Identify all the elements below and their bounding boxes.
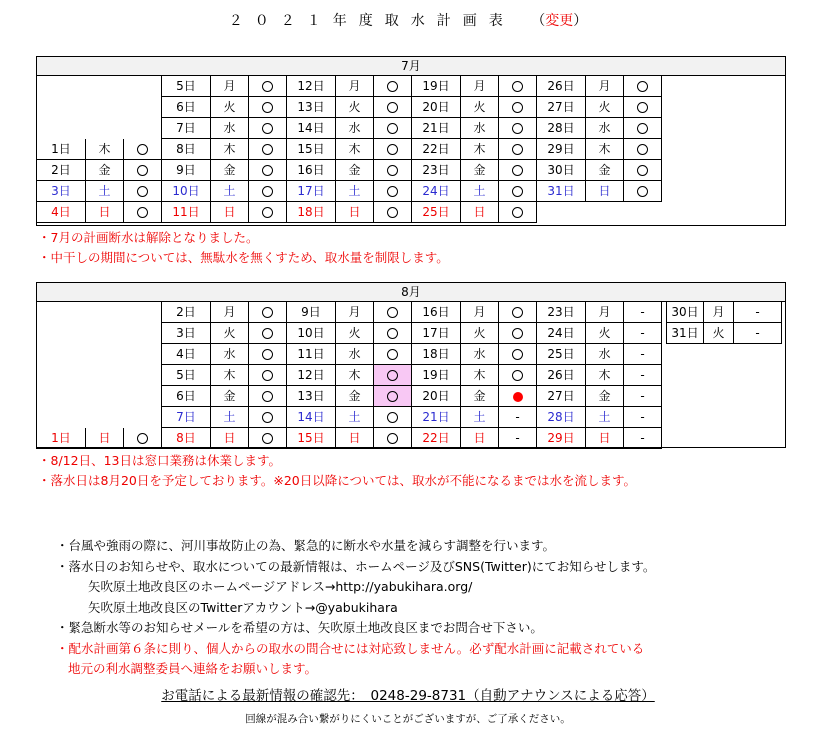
day-weekday: 火 xyxy=(461,97,499,118)
day-date: 11日 xyxy=(161,202,211,223)
circle-icon xyxy=(512,307,523,318)
circle-icon xyxy=(262,349,273,360)
day-date: 25日 xyxy=(411,202,461,223)
title-paren-open: （ xyxy=(531,13,546,29)
day-date: 22日 xyxy=(411,139,461,160)
day-date: 20日 xyxy=(411,97,461,118)
day-weekday: 土 xyxy=(461,407,499,428)
day-date: 13日 xyxy=(286,386,336,407)
day-weekday: 水 xyxy=(336,344,374,365)
day-status xyxy=(249,202,287,223)
day-date: 12日 xyxy=(286,365,336,386)
circle-icon xyxy=(387,328,398,339)
day-weekday: 月 xyxy=(211,76,249,97)
day-status xyxy=(374,118,412,139)
day-date: 31日 xyxy=(666,323,704,344)
day-date: 27日 xyxy=(536,97,586,118)
day-status xyxy=(249,344,287,365)
day-date: 26日 xyxy=(536,365,586,386)
day-date: 29日 xyxy=(536,139,586,160)
day-date: 23日 xyxy=(536,302,586,323)
day-weekday: 土 xyxy=(211,181,249,202)
day-status xyxy=(124,181,162,202)
circle-icon xyxy=(262,370,273,381)
day-date: 13日 xyxy=(286,97,336,118)
day-weekday: 火 xyxy=(336,323,374,344)
day-date: 7日 xyxy=(161,118,211,139)
day-weekday: 日 xyxy=(586,181,624,202)
day-weekday: 金 xyxy=(86,160,124,181)
circle-icon xyxy=(137,165,148,176)
day-date: 5日 xyxy=(161,76,211,97)
day-status xyxy=(499,118,537,139)
day-status xyxy=(374,386,412,407)
day-weekday: 月 xyxy=(211,302,249,323)
day-date: 18日 xyxy=(286,202,336,223)
day-weekday: 土 xyxy=(336,407,374,428)
day-status xyxy=(499,365,537,386)
day-weekday: 日 xyxy=(336,202,374,223)
circle-icon xyxy=(512,165,523,176)
footer-note: 回線が混み合い繋がりにくいことがございますが、ご了承ください。 xyxy=(245,713,571,725)
day-weekday: 火 xyxy=(461,323,499,344)
circle-icon xyxy=(637,81,648,92)
day-status xyxy=(249,407,287,428)
info-line: ・配水計画第６条に則り、個人からの取水の問合せには対応致しません。必ず配水計画に記載されている xyxy=(56,640,645,656)
circle-icon xyxy=(387,349,398,360)
day-status xyxy=(499,323,537,344)
day-weekday: 金 xyxy=(461,160,499,181)
circle-icon xyxy=(637,165,648,176)
day-weekday: 木 xyxy=(86,139,124,160)
day-weekday: 日 xyxy=(211,202,249,223)
day-weekday: 月 xyxy=(336,76,374,97)
circle-icon xyxy=(262,207,273,218)
day-weekday: 火 xyxy=(586,323,624,344)
circle-icon xyxy=(262,81,273,92)
day-status xyxy=(374,365,412,386)
day-status xyxy=(624,118,662,139)
day-date: 16日 xyxy=(286,160,336,181)
day-date: 15日 xyxy=(286,139,336,160)
day-date: 16日 xyxy=(411,302,461,323)
day-status xyxy=(249,428,287,449)
day-date: 1日 xyxy=(36,428,86,449)
day-date: 10日 xyxy=(286,323,336,344)
circle-icon xyxy=(512,81,523,92)
day-status xyxy=(249,97,287,118)
info-line: ・台風や強雨の際に、河川事故防止の為、緊急的に断水や水量を減らす調整を行います。 xyxy=(56,538,556,553)
phone-line xyxy=(0,684,816,704)
day-date: 4日 xyxy=(36,202,86,223)
day-date: 23日 xyxy=(411,160,461,181)
circle-icon xyxy=(512,123,523,134)
day-weekday: 木 xyxy=(586,365,624,386)
circle-icon xyxy=(512,186,523,197)
circle-icon xyxy=(512,370,523,381)
circle-icon xyxy=(387,81,398,92)
day-status xyxy=(249,386,287,407)
day-weekday: 土 xyxy=(461,181,499,202)
day-date: 30日 xyxy=(536,160,586,181)
day-weekday: 火 xyxy=(586,97,624,118)
day-status xyxy=(249,160,287,181)
circle-icon xyxy=(137,433,148,444)
day-weekday: 水 xyxy=(211,344,249,365)
day-weekday: 金 xyxy=(211,386,249,407)
page-title xyxy=(0,10,816,30)
day-status: - xyxy=(624,365,662,386)
info-line: 矢吹原土地改良区のホームページアドレス→http://yabukihara.org/ xyxy=(88,579,473,594)
day-weekday: 木 xyxy=(336,139,374,160)
circle-icon xyxy=(512,207,523,218)
august-calendar xyxy=(36,282,786,448)
circle-icon xyxy=(512,102,523,113)
day-date: 25日 xyxy=(536,344,586,365)
change-link[interactable]: 変更 xyxy=(545,13,574,29)
day-date: 2日 xyxy=(36,160,86,181)
day-weekday: 日 xyxy=(86,428,124,449)
day-status xyxy=(124,139,162,160)
day-date: 3日 xyxy=(161,323,211,344)
day-weekday: 月 xyxy=(336,302,374,323)
day-date: 17日 xyxy=(286,181,336,202)
circle-icon xyxy=(262,102,273,113)
day-weekday: 木 xyxy=(461,139,499,160)
day-status xyxy=(374,323,412,344)
day-status: - xyxy=(624,428,662,449)
day-weekday: 木 xyxy=(586,139,624,160)
circle-icon xyxy=(637,123,648,134)
day-date: 26日 xyxy=(536,76,586,97)
day-weekday: 水 xyxy=(586,344,624,365)
day-date: 27日 xyxy=(536,386,586,407)
day-date: 28日 xyxy=(536,407,586,428)
circle-icon xyxy=(387,123,398,134)
day-weekday: 月 xyxy=(461,76,499,97)
circle-icon xyxy=(262,412,273,423)
day-status xyxy=(499,160,537,181)
circle-icon xyxy=(137,144,148,155)
red-dot-icon xyxy=(513,392,523,402)
day-status: - xyxy=(734,302,782,323)
day-weekday: 土 xyxy=(211,407,249,428)
day-date: 8日 xyxy=(161,428,211,449)
day-date: 6日 xyxy=(161,386,211,407)
day-status xyxy=(374,344,412,365)
day-weekday: 火 xyxy=(211,323,249,344)
day-status xyxy=(374,302,412,323)
circle-icon xyxy=(387,102,398,113)
day-status xyxy=(249,118,287,139)
circle-icon xyxy=(262,144,273,155)
day-weekday: 金 xyxy=(336,386,374,407)
day-weekday: 金 xyxy=(586,160,624,181)
day-status xyxy=(624,76,662,97)
day-status xyxy=(499,76,537,97)
day-status xyxy=(499,139,537,160)
day-weekday: 月 xyxy=(586,302,624,323)
day-date: 30日 xyxy=(666,302,704,323)
day-weekday: 金 xyxy=(336,160,374,181)
day-weekday: 日 xyxy=(586,428,624,449)
circle-icon xyxy=(262,391,273,402)
circle-icon xyxy=(262,433,273,444)
day-date: 5日 xyxy=(161,365,211,386)
day-date: 21日 xyxy=(411,118,461,139)
day-weekday: 月 xyxy=(461,302,499,323)
circle-icon xyxy=(137,207,148,218)
day-weekday: 水 xyxy=(336,118,374,139)
day-date: 24日 xyxy=(411,181,461,202)
info-line: ・落水日のお知らせや、取水についての最新情報は、ホームページ及びSNS(Twitter)にてお知らせします。 xyxy=(56,558,656,574)
day-weekday: 月 xyxy=(586,76,624,97)
circle-icon xyxy=(387,370,398,381)
day-date: 19日 xyxy=(411,76,461,97)
day-status xyxy=(124,160,162,181)
day-status xyxy=(624,181,662,202)
day-weekday: 水 xyxy=(211,118,249,139)
day-date: 4日 xyxy=(161,344,211,365)
circle-icon xyxy=(262,328,273,339)
day-date: 1日 xyxy=(36,139,86,160)
day-weekday: 金 xyxy=(461,386,499,407)
day-date: 24日 xyxy=(536,323,586,344)
circle-icon xyxy=(387,144,398,155)
day-weekday: 日 xyxy=(336,428,374,449)
circle-icon xyxy=(637,186,648,197)
day-weekday: 火 xyxy=(336,97,374,118)
note-line: ・中干しの期間については、無駄水を無くすため、取水量を制限します。 xyxy=(38,250,449,265)
day-status xyxy=(499,202,537,223)
day-status: - xyxy=(624,344,662,365)
day-status: - xyxy=(624,386,662,407)
day-date: 10日 xyxy=(161,181,211,202)
day-date: 19日 xyxy=(411,365,461,386)
day-status: - xyxy=(624,323,662,344)
note-line: ・7月の計画断水は解除となりました。 xyxy=(38,230,259,245)
day-status xyxy=(624,97,662,118)
day-status xyxy=(374,407,412,428)
day-weekday: 日 xyxy=(211,428,249,449)
day-status xyxy=(624,160,662,181)
day-weekday: 日 xyxy=(461,428,499,449)
day-status: - xyxy=(624,302,662,323)
circle-icon xyxy=(637,144,648,155)
circle-icon xyxy=(262,123,273,134)
day-status xyxy=(374,160,412,181)
day-date: 14日 xyxy=(286,118,336,139)
note-line: ・落水日は8月20日を予定しております。※20日以降については、取水が不能になるまでは水を流します。 xyxy=(38,473,636,488)
august-header: 8月 xyxy=(37,283,785,302)
day-weekday: 水 xyxy=(461,118,499,139)
info-line: 地元の利水調整委員へ連絡をお願いします。 xyxy=(68,661,318,676)
day-weekday: 金 xyxy=(211,160,249,181)
day-status xyxy=(374,202,412,223)
day-date: 20日 xyxy=(411,386,461,407)
day-date: 15日 xyxy=(286,428,336,449)
day-status xyxy=(499,181,537,202)
title-paren-close: ） xyxy=(573,13,588,29)
day-date: 14日 xyxy=(286,407,336,428)
day-weekday: 木 xyxy=(211,139,249,160)
note-line: ・8/12日、13日は窓口業務は休業します。 xyxy=(38,453,281,468)
day-date: 21日 xyxy=(411,407,461,428)
day-weekday: 月 xyxy=(704,302,734,323)
day-status: - xyxy=(499,428,537,449)
circle-icon xyxy=(387,307,398,318)
day-status xyxy=(499,344,537,365)
circle-icon xyxy=(512,349,523,360)
day-weekday: 水 xyxy=(461,344,499,365)
day-weekday: 火 xyxy=(211,97,249,118)
day-status xyxy=(124,428,162,449)
day-date: 11日 xyxy=(286,344,336,365)
day-status xyxy=(374,139,412,160)
day-status xyxy=(374,428,412,449)
day-status: - xyxy=(499,407,537,428)
day-date: 7日 xyxy=(161,407,211,428)
circle-icon xyxy=(387,165,398,176)
circle-icon xyxy=(387,391,398,402)
circle-icon xyxy=(137,186,148,197)
day-status xyxy=(249,181,287,202)
day-date: 9日 xyxy=(161,160,211,181)
day-weekday: 木 xyxy=(461,365,499,386)
day-date: 31日 xyxy=(536,181,586,202)
july-calendar xyxy=(36,56,786,226)
day-status xyxy=(249,365,287,386)
day-weekday: 火 xyxy=(704,323,734,344)
day-date: 12日 xyxy=(286,76,336,97)
day-status xyxy=(499,97,537,118)
circle-icon xyxy=(512,144,523,155)
circle-icon xyxy=(387,207,398,218)
phone-text: お電話による最新情報の確認先： 0248-29-8731（自動アナウンスによる応答） xyxy=(161,688,655,704)
day-weekday: 土 xyxy=(86,181,124,202)
circle-icon xyxy=(262,165,273,176)
day-weekday: 木 xyxy=(336,365,374,386)
day-date: 22日 xyxy=(411,428,461,449)
day-date: 28日 xyxy=(536,118,586,139)
july-header: 7月 xyxy=(37,57,785,76)
day-status: - xyxy=(734,323,782,344)
day-date: 18日 xyxy=(411,344,461,365)
day-date: 9日 xyxy=(286,302,336,323)
circle-icon xyxy=(262,186,273,197)
day-status xyxy=(499,386,537,407)
day-date: 6日 xyxy=(161,97,211,118)
day-status xyxy=(249,76,287,97)
day-status: - xyxy=(624,407,662,428)
day-status xyxy=(624,139,662,160)
day-weekday: 土 xyxy=(586,407,624,428)
day-date: 3日 xyxy=(36,181,86,202)
day-status xyxy=(249,139,287,160)
day-weekday: 土 xyxy=(336,181,374,202)
day-weekday: 水 xyxy=(586,118,624,139)
day-date: 8日 xyxy=(161,139,211,160)
info-line: ・緊急断水等のお知らせメールを希望の方は、矢吹原土地改良区までお問合せ下さい。 xyxy=(56,620,543,635)
day-date: 2日 xyxy=(161,302,211,323)
circle-icon xyxy=(637,102,648,113)
day-status xyxy=(499,302,537,323)
day-status xyxy=(374,76,412,97)
circle-icon xyxy=(387,186,398,197)
day-weekday: 日 xyxy=(86,202,124,223)
info-line: 矢吹原土地改良区のTwitterアカウント→@yabukihara xyxy=(88,599,398,615)
circle-icon xyxy=(262,307,273,318)
day-weekday: 金 xyxy=(586,386,624,407)
circle-icon xyxy=(387,412,398,423)
day-status xyxy=(124,202,162,223)
day-weekday: 日 xyxy=(461,202,499,223)
title-text: ２０２１年度取水計画表 xyxy=(228,13,515,29)
day-status xyxy=(249,323,287,344)
day-date: 29日 xyxy=(536,428,586,449)
circle-icon xyxy=(512,328,523,339)
day-status xyxy=(374,97,412,118)
circle-icon xyxy=(387,433,398,444)
day-date: 17日 xyxy=(411,323,461,344)
day-weekday: 木 xyxy=(211,365,249,386)
day-status xyxy=(374,181,412,202)
day-status xyxy=(249,302,287,323)
